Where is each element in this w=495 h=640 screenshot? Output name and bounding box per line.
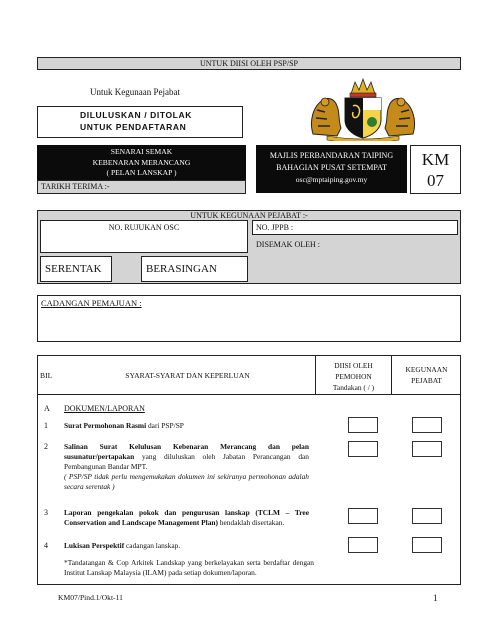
signature-note: *Tandatangan & Cop Arkitek Landskap yang berkelayakan serta berdaftar dengan Institut Lanskap Malaysia (ILAM) pada setiap dokumen/laporan. <box>64 558 314 577</box>
office-banner: UNTUK KEGUNAAN PEJABAT :- <box>190 211 308 220</box>
council-name: MAJLIS PERBANDARAN TAIPING <box>269 151 394 160</box>
emblem-icon <box>303 76 423 141</box>
section-letter: A <box>44 404 50 413</box>
requirement-text: Laporan pengekalan pokok dan pengurusan lanskap (TCLM – Tree Conservation and Landscape Management Plan) hendaklah disertakan. <box>64 508 309 527</box>
council-email: osc@mptaiping.gov.my <box>295 175 368 184</box>
council-department: BAHAGIAN PUSAT SETEMPAT <box>276 163 387 172</box>
proposal-label: CADANGAN PEMAJUAN : <box>41 298 142 308</box>
applicant-checkbox-2[interactable] <box>348 441 378 457</box>
form-code: KM <box>421 150 450 169</box>
page-number: 1 <box>433 593 438 603</box>
col-office-header: KEGUNAAN PEJABAT <box>405 365 448 385</box>
row-number: 3 <box>44 508 48 517</box>
requirement-text: Surat Permohonan Rasmi dari PSP/SP <box>64 421 184 430</box>
form-code-box <box>410 145 461 194</box>
proposal-field[interactable] <box>37 295 461 342</box>
row-number: 4 <box>44 541 48 550</box>
checklist-type: ( PELAN LANSKAP ) <box>106 168 177 177</box>
date-received-field[interactable]: TARIKH TERIMA :- <box>37 180 246 194</box>
osc-reference-field[interactable]: NO. RUJUKAN OSC <box>40 220 248 253</box>
office-checkbox-3[interactable] <box>412 508 442 524</box>
office-checkbox-2[interactable] <box>412 441 442 457</box>
requirement-text: Lukisan Perspektif cadangan lanskap. <box>64 541 181 550</box>
applicant-checkbox-3[interactable] <box>348 508 378 524</box>
coat-of-arms-logo <box>303 76 423 141</box>
applicant-checkbox-1[interactable] <box>348 417 378 433</box>
jppb-field[interactable]: NO. JPPB : <box>252 220 458 235</box>
approval-purpose: UNTUK PENDAFTARAN <box>80 122 187 132</box>
col-requirements-header: SYARAT-SYARAT DAN KEPERLUAN <box>125 371 250 380</box>
psp-banner: UNTUK DIISI OLEH PSP/SP <box>37 57 461 70</box>
checklist-title: SENARAI SEMAK <box>110 147 173 156</box>
form-number: 07 <box>427 171 444 190</box>
serentak-option[interactable]: SERENTAK <box>40 256 112 282</box>
col-applicant-header: DIISI OLEH PEMOHON Tandakan ( / ) <box>332 361 375 392</box>
checked-by-label: DISEMAK OLEH : <box>256 240 320 249</box>
checklist-subtitle: KEBENARAN MERANCANG <box>92 157 191 167</box>
row-number: 2 <box>44 442 48 451</box>
applicant-checkbox-4[interactable] <box>348 537 378 553</box>
section-title: DOKUMEN/LAPORAN <box>64 404 145 413</box>
office-checkbox-4[interactable] <box>412 537 442 553</box>
approval-status: DILULUSKAN / DITOLAK <box>80 110 192 120</box>
footer-code: KM07/Pind.1/Okt-11 <box>58 593 123 602</box>
office-use-label: Untuk Kegunaan Pejabat <box>90 87 180 97</box>
office-checkbox-1[interactable] <box>412 417 442 433</box>
row-number: 1 <box>44 421 48 430</box>
council-box <box>256 145 407 193</box>
requirement-text: Salinan Surat Kelulusan Kebenaran Merancang dan pelan susunatur/pertapakan yang diluluskan oleh Jabatan Perancangan dan Pembangunan Bandar MPT. ( PSP/SP tidak perlu mengemukakan dokumen ini sekiranya permohonan adalah secara serentak ) <box>64 442 309 491</box>
checklist-title-box <box>37 145 246 180</box>
approval-box <box>37 106 243 138</box>
berasingan-option[interactable]: BERASINGAN <box>141 256 248 282</box>
col-bil-header: BIL <box>40 371 53 380</box>
